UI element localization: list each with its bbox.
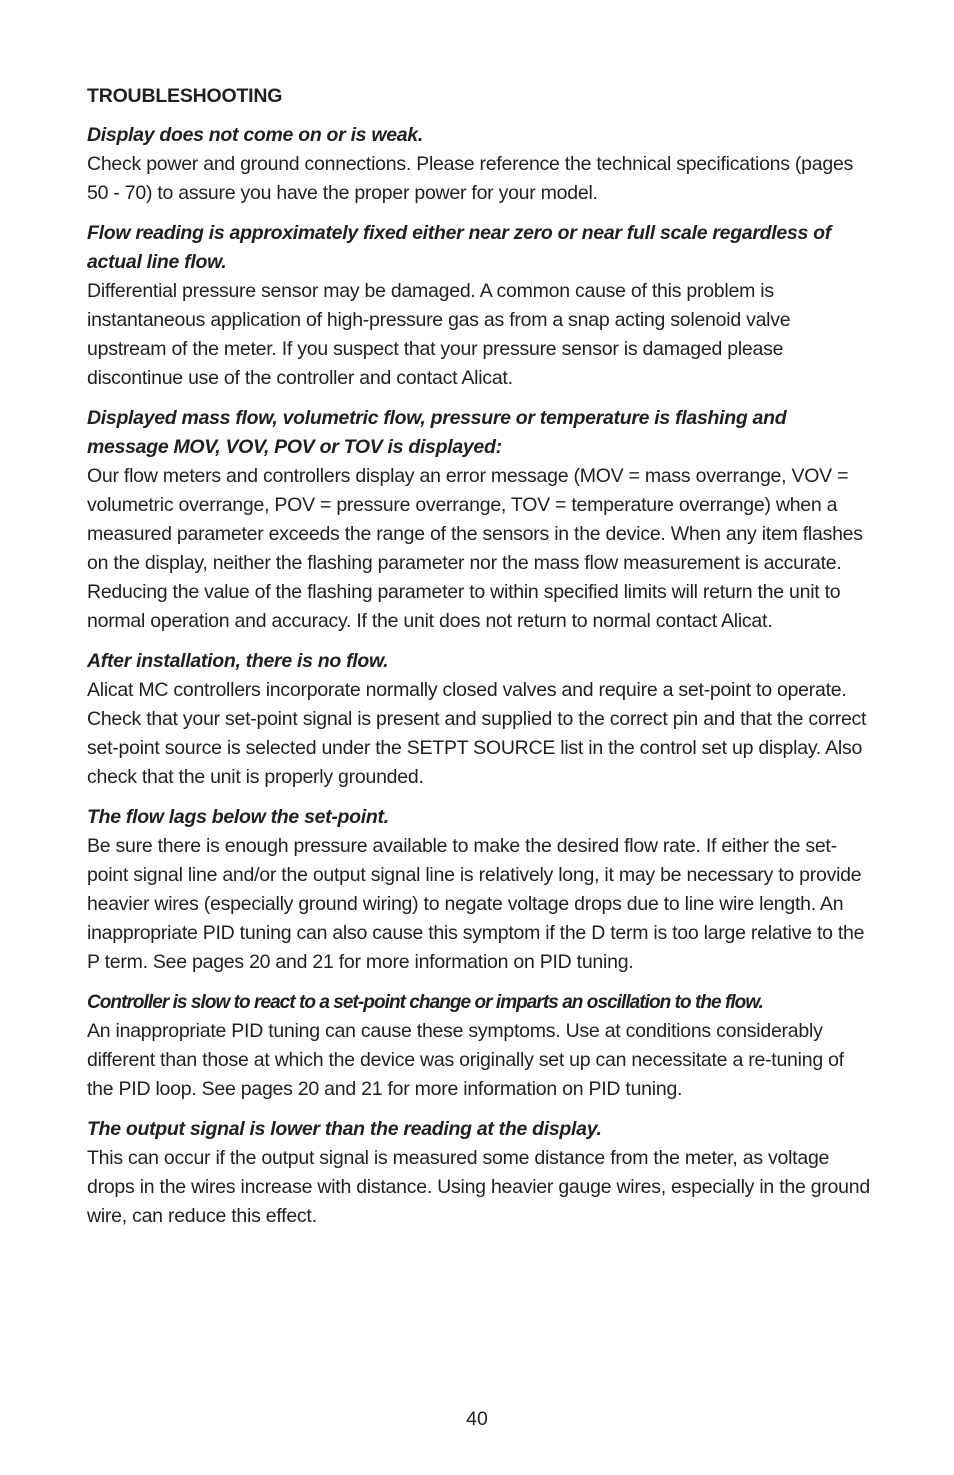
entry-body: Check power and ground connections. Please reference the technical specifications (pages 50 - 70) to assure you have the proper power for your model. xyxy=(87,153,854,204)
entry-body: Be sure there is enough pressure available to make the desired flow rate. If either the set-point signal line and/or the output signal line is relatively long, it may be necessary to provide heavier wires (especially ground wiring) to negate voltage drops due to line wire length. An inappropriate PID tuning can also cause this symptom if the D term is too large relative to the P term. See pages 20 and 21 for more information on PID tuning. xyxy=(87,835,865,973)
entry-heading: The output signal is lower than the reading at the display. xyxy=(87,1118,602,1140)
troubleshooting-entry xyxy=(87,121,872,208)
entry-heading: Controller is slow to react to a set-point change or imparts an oscillation to the flow. xyxy=(87,992,763,1013)
entry-body: This can occur if the output signal is measured some distance from the meter, as voltage drops in the wires increase with distance. Using heavier gauge wires, especially in the ground wire, can reduce this effect. xyxy=(87,1147,870,1227)
troubleshooting-entry xyxy=(87,1115,872,1231)
troubleshooting-entry xyxy=(87,219,872,393)
entry-heading: The flow lags below the set-point. xyxy=(87,806,389,828)
page-number: 40 xyxy=(466,1408,488,1430)
entry-body: An inappropriate PID tuning can cause these symptoms. Use at conditions considerably different than those at which the device was originally set up can necessitate a re-tuning of the PID loop. See pages 20 and 21 for more information on PID tuning. xyxy=(87,1020,844,1100)
entry-heading: Flow reading is approximately fixed either near zero or near full scale regardless of actual line flow. xyxy=(87,222,831,273)
entry-body: Differential pressure sensor may be damaged. A common cause of this problem is instantaneous application of high-pressure gas as from a snap acting solenoid valve upstream of the meter. If you suspect that your pressure sensor is damaged please discontinue use of the controller and contact Alicat. xyxy=(87,280,791,389)
troubleshooting-entry xyxy=(87,647,872,792)
troubleshooting-entry xyxy=(87,988,872,1104)
section-title: TROUBLESHOOTING xyxy=(87,85,283,107)
document-page xyxy=(87,82,872,1242)
entry-heading: Display does not come on or is weak. xyxy=(87,124,423,146)
troubleshooting-entry xyxy=(87,404,872,636)
entry-body: Alicat MC controllers incorporate normally closed valves and require a set-point to operate. Check that your set-point signal is present and supplied to the correct pin and that the correct set-point source is selected under the SETPT SOURCE list in the control set up display. Also check that the unit is properly grounded. xyxy=(87,679,867,788)
troubleshooting-entry xyxy=(87,803,872,977)
entry-heading: Displayed mass flow, volumetric flow, pressure or temperature is flashing and message MOV, VOV, POV or TOV is displayed: xyxy=(87,407,787,458)
entry-heading: After installation, there is no flow. xyxy=(87,650,389,672)
entry-body: Our flow meters and controllers display an error message (MOV = mass overrange, VOV = volumetric overrange, POV = pressure overrange, TOV = temperature overrange) when a measured parameter exceeds the range of the sensors in the device. When any item flashes on the display, neither the flashing parameter nor the mass flow measurement is accurate. Reducing the value of the flashing parameter to within specified limits will return the unit to normal operation and accuracy. If the unit does not return to normal contact Alicat. xyxy=(87,465,863,632)
